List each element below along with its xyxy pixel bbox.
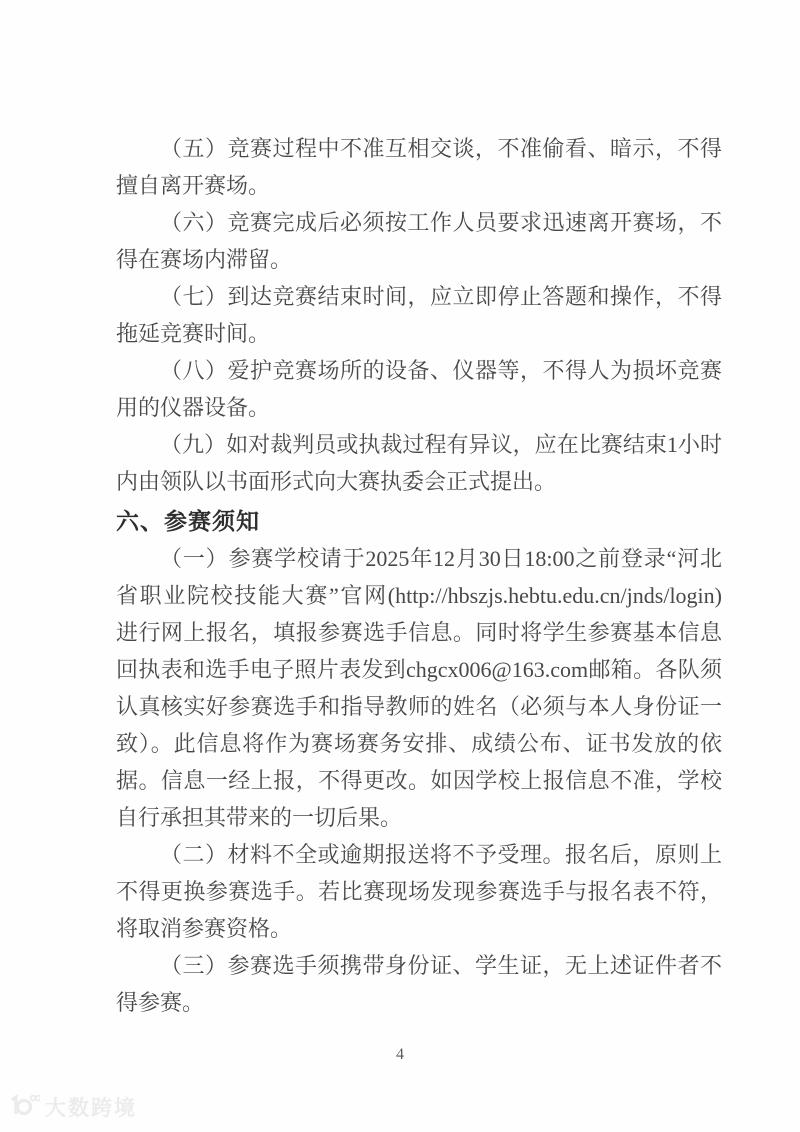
document-body [116,130,722,1021]
brand-name: 大数跨境 [45,1097,137,1120]
registration-url-text: (http://hbszjs.hebtu.edu.cn/jnds/login) [387,583,722,608]
brand-watermark [8,1092,137,1122]
notice-item-1-continued: 进行网上报名，填报参赛选手信息。同时将学生参赛基本信息回执表和选手电子照片表发到chgcx006@163.com邮箱。各队须认真核实好参赛选手和指导教师的姓名（必须与本人身份证一致）。此信息将作为赛场赛务安排、成绩公布、证书发放的依据。信息一经上报，不得更改。如因学校上报信息不准，学校自行承担其带来的一切后果。 [116,620,722,830]
page-footer [0,1046,800,1064]
rule-item-5: （五）竞赛过程中不准互相交谈，不准偷看、暗示，不得擅自离开赛场。 [116,136,722,198]
brand-logo-icon [8,1093,40,1122]
notice-item-1 [116,540,722,836]
notice-item-3: （三）参赛选手须携带身份证、学生证，无上述证件者不得参赛。 [116,953,722,1015]
page-number: 4 [396,1046,404,1063]
rule-item-9: （九）如对裁判员或执裁过程有异议，应在比赛结束1小时内由领队以书面形式向大赛执委会正式提出。 [116,432,722,494]
notice-item-2: （二）材料不全或逾期报送将不予受理。报名后，原则上不得更换参赛选手。若比赛现场发现参赛选手与报名表不符，将取消参赛资格。 [116,842,722,941]
rule-item-8: （八）爱护竞赛场所的设备、仪器等，不得人为损坏竞赛用的仪器设备。 [116,358,722,420]
notice-item-1-text: （一）参赛学校请于2025年12月30日18:00之前登录“河北省职业院校技能大赛”官网 [116,546,722,608]
section-heading-notice: 六、参赛须知 [116,508,260,534]
rule-item-7: （七）到达竞赛结束时间，应立即停止答题和操作，不得拖延竞赛时间。 [116,284,722,346]
rule-item-6: （六）竞赛完成后必须按工作人员要求迅速离开赛场，不得在赛场内滞留。 [116,210,722,272]
